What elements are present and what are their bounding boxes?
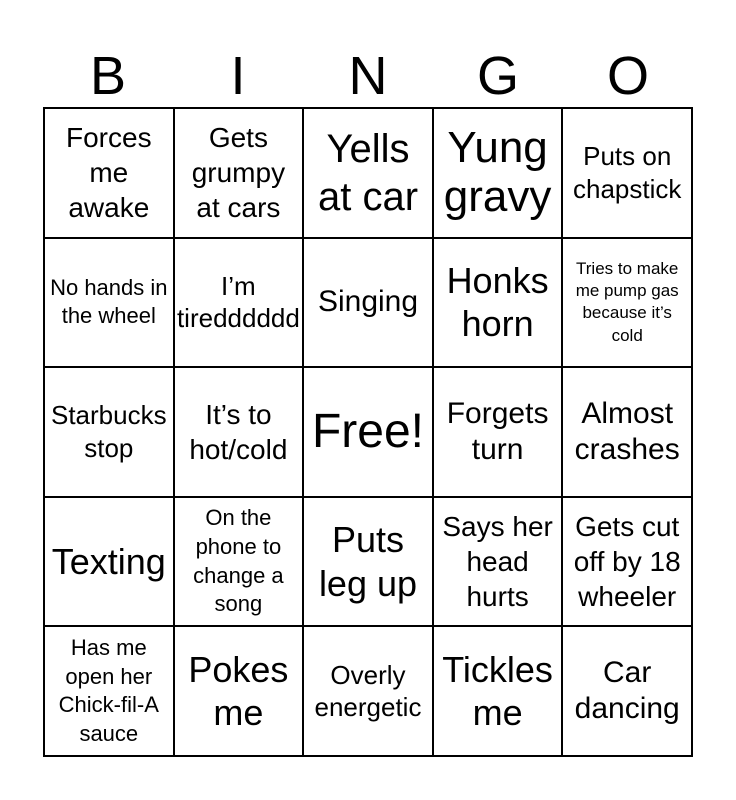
bingo-cell[interactable]: Honks horn (433, 238, 563, 368)
bingo-cell[interactable]: No hands in the wheel (44, 238, 174, 368)
bingo-cell[interactable]: Almost crashes (562, 367, 692, 497)
bingo-cell[interactable]: Overly energetic (303, 626, 433, 756)
header-letter-n: N (348, 46, 388, 106)
bingo-cell[interactable]: Puts leg up (303, 497, 433, 627)
bingo-cell[interactable]: Tries to make me pump gas because it’s cold (562, 238, 692, 368)
bingo-cell[interactable]: Pokes me (174, 626, 304, 756)
bingo-cell[interactable]: On the phone to change a song (174, 497, 304, 627)
header-letter-i: I (230, 46, 246, 106)
header-letter-b: B (89, 46, 127, 106)
bingo-cell[interactable]: It’s to hot/cold (174, 367, 304, 497)
bingo-cell[interactable]: Tickles me (433, 626, 563, 756)
free-space-cell[interactable]: Free! (303, 367, 433, 497)
bingo-cell[interactable]: Yells at car (303, 108, 433, 238)
bingo-cell[interactable]: Car dancing (562, 626, 692, 756)
header-letter-o: O (606, 46, 649, 106)
bingo-cell[interactable]: Singing (303, 238, 433, 368)
bingo-header (43, 44, 693, 108)
bingo-cell[interactable]: I’m tiredddddd (174, 238, 304, 368)
bingo-cell[interactable]: Says her head hurts (433, 497, 563, 627)
header-letter-g: G (476, 46, 519, 106)
bingo-grid (43, 107, 693, 757)
bingo-cell[interactable]: Puts on chapstick (562, 108, 692, 238)
bingo-cell[interactable]: Gets grumpy at cars (174, 108, 304, 238)
bingo-cell[interactable]: Forces me awake (44, 108, 174, 238)
bingo-cell[interactable]: Texting (44, 497, 174, 627)
bingo-cell[interactable]: Has me open her Chick-fil-A sauce (44, 626, 174, 756)
bingo-cell[interactable]: Yung gravy (433, 108, 563, 238)
bingo-cell[interactable]: Starbucks stop (44, 367, 174, 497)
bingo-cell[interactable]: Gets cut off by 18 wheeler (562, 497, 692, 627)
bingo-cell[interactable]: Forgets turn (433, 367, 563, 497)
